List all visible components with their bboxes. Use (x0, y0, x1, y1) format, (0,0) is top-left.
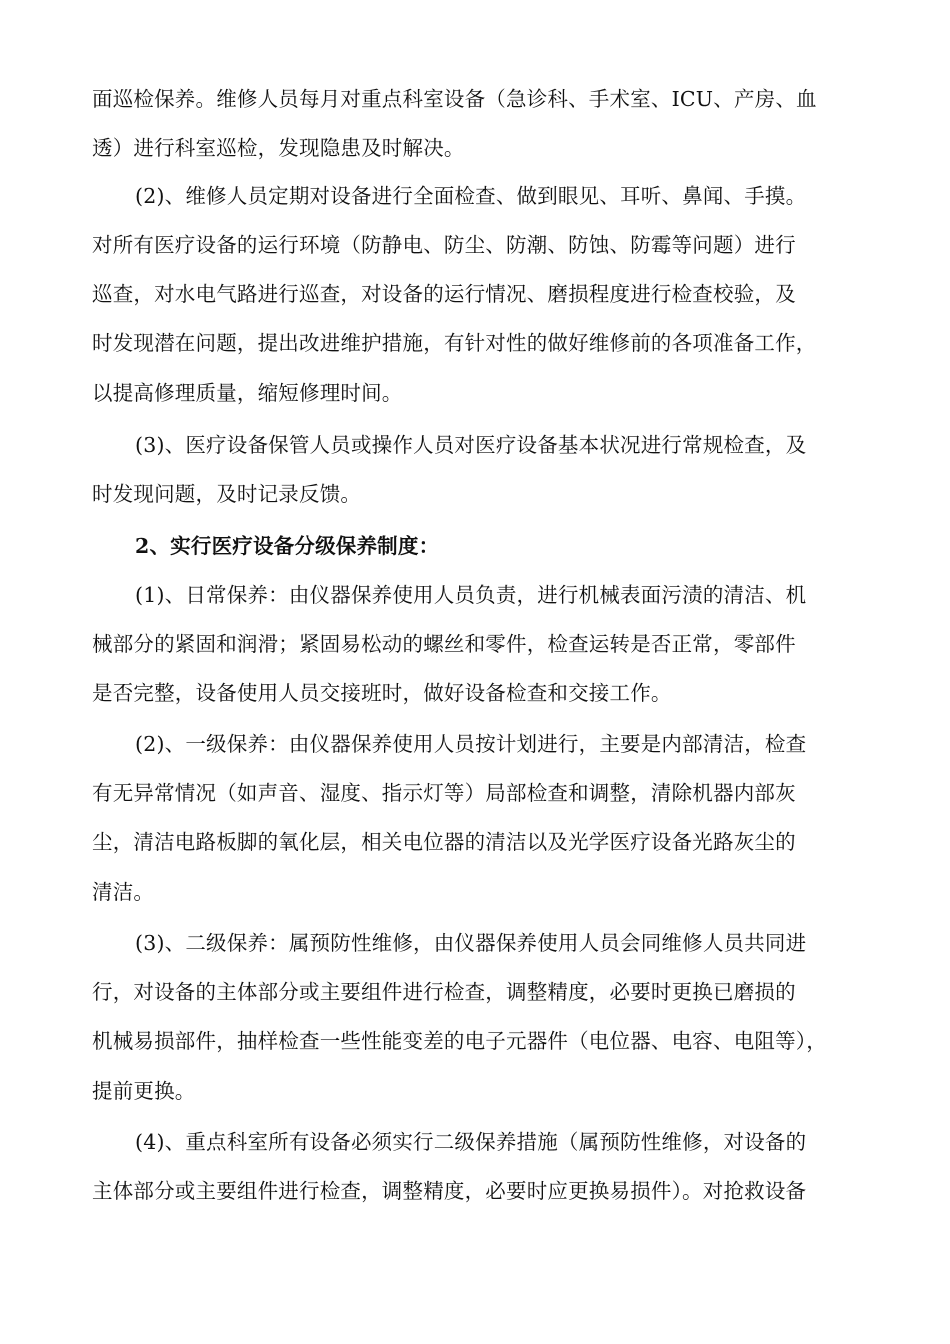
paragraph-start-line: (3)、二级保养：属预防性维修，由仪器保养使用人员会同维修人员共同进 (135, 931, 807, 955)
text-line: 械部分的紧固和润滑；紧固易松动的螺丝和零件，检查运转是否正常，零部件 (92, 632, 796, 656)
text-line: 有无异常情况（如声音、湿度、指示灯等）局部检查和调整，清除机器内部灰 (92, 781, 796, 805)
paragraph-start-line: (1)、日常保养：由仪器保养使用人员负责，进行机械表面污渍的清洁、机 (135, 583, 807, 607)
paragraph-start-line: (2)、维修人员定期对设备进行全面检查、做到眼见、耳听、鼻闻、手摸。 (135, 184, 807, 208)
text-line: 尘，清洁电路板脚的氧化层，相关电位器的清洁以及光学医疗设备光路灰尘的 (92, 830, 796, 854)
text-line: 对所有医疗设备的运行环境（防静电、防尘、防潮、防蚀、防霉等问题）进行 (92, 233, 796, 257)
text-line: 主体部分或主要组件进行检查，调整精度，必要时应更换易损件）。对抢救设备 (92, 1179, 807, 1203)
paragraph-start-line: (3)、医疗设备保管人员或操作人员对医疗设备基本状况进行常规检查，及 (135, 433, 807, 457)
text-line: 巡查，对水电气路进行巡查，对设备的运行情况、磨损程度进行检查校验，及 (92, 282, 796, 306)
text-line: 机械易损部件，抽样检查一些性能变差的电子元器件（电位器、电容、电阻等）， (92, 1029, 827, 1053)
text-line: 行，对设备的主体部分或主要组件进行检查，调整精度，必要时更换已磨损的 (92, 980, 796, 1004)
paragraph-start-line: (4)、重点科室所有设备必须实行二级保养措施（属预防性维修，对设备的 (135, 1130, 807, 1154)
text-line: 透）进行科室巡检，发现隐患及时解决。 (92, 136, 465, 160)
text-line: 提前更换。 (92, 1079, 196, 1103)
text-line: 时发现问题，及时记录反馈。 (92, 482, 362, 506)
section-heading: 2、实行医疗设备分级保养制度： (135, 534, 440, 558)
text-line: 面巡检保养。维修人员每月对重点科室设备（急诊科、手术室、ICU、产房、血 (92, 87, 817, 111)
text-line: 是否完整，设备使用人员交接班时，做好设备检查和交接工作。 (92, 681, 672, 705)
text-line: 时发现潜在问题，提出改进维护措施，有针对性的做好维修前的各项准备工作， (92, 331, 817, 355)
text-line: 以提高修理质量，缩短修理时间。 (92, 381, 403, 405)
text-line: 清洁。 (92, 880, 155, 904)
paragraph-start-line: (2)、一级保养：由仪器保养使用人员按计划进行，主要是内部清洁，检查 (135, 732, 807, 756)
